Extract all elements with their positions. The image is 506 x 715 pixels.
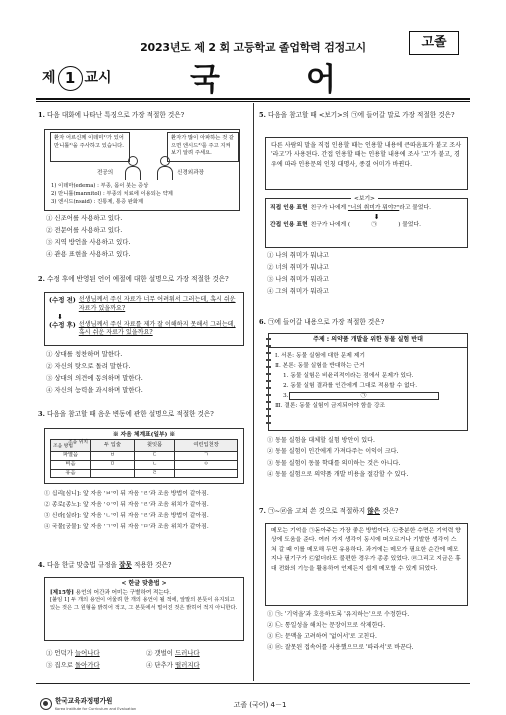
option-2[interactable]: ② 너의 취미가 뭐냐고	[267, 262, 329, 271]
corner-top-label: 조음 위치	[67, 440, 88, 446]
period-label	[42, 66, 112, 91]
rule-heading: [제15항]	[50, 589, 74, 596]
institute-name: 한국교육과정평가원	[55, 697, 113, 705]
question-1-options	[46, 213, 246, 260]
option-1[interactable]: ① 십리[심니]: 앞 자음 'ㅂ'이 뒤 자음 'ㄹ'과 조음 방법이 같아짐.	[44, 491, 209, 497]
table-cell: ㄹ	[134, 469, 174, 478]
question-7-stem	[259, 507, 469, 517]
option-3[interactable]: ③ 신라[실라]: 앞 자음 'ㄴ'이 뒤 자음 'ㄹ'과 조음 방법이 같아짐.	[44, 512, 209, 519]
question-3-stem	[38, 410, 250, 420]
corner-cell	[51, 440, 91, 452]
option-1[interactable]: ① ㉠: '기억을'과 호응하도록 '유지하는'으로 수정한다.	[267, 611, 410, 618]
row-label: 유음	[51, 469, 91, 478]
footer-rule	[36, 683, 470, 684]
question-6-stem	[259, 318, 469, 328]
option-1[interactable]: ① 나의 취미가 뭐냐고	[267, 251, 329, 259]
column-header: 윗잇몸	[134, 440, 174, 452]
option-4[interactable]: ④ 관용 표현을 사용하고 있다.	[46, 249, 131, 258]
option-2[interactable]: ② 갯벌이 드러나다	[146, 649, 200, 657]
outline-notebook	[268, 333, 468, 431]
indirect-quote-label: 간접 인용 표현	[270, 221, 308, 228]
question-emphasis: 않은	[367, 507, 381, 515]
row-label: 비음	[51, 461, 91, 470]
table-row	[51, 452, 238, 461]
institute-logo	[40, 697, 136, 712]
column-header: 두 입술	[91, 440, 135, 452]
question-7-options	[267, 609, 470, 653]
question-number: 1.	[38, 111, 45, 119]
consonant-table-box	[44, 428, 244, 484]
option-3[interactable]: ③ ㉢: 문맥을 고려하여 '없어서'로 고친다.	[267, 633, 377, 641]
option-2[interactable]: ② ㉡: 통일성을 해치는 문장이므로 삭제한다.	[267, 622, 386, 630]
option-2[interactable]: ② 전문어를 사용하고 있다.	[46, 225, 123, 234]
column-header: 여린입천장	[175, 440, 238, 452]
blank-marker: ㉠	[371, 221, 378, 228]
option-1[interactable]: ① 상대를 칭찬하며 말한다.	[46, 350, 123, 358]
question-number: 5.	[259, 111, 266, 119]
question-2-options	[46, 349, 246, 396]
option-3[interactable]: ③ 동물 실험이 동물 학대를 의미하는 것은 아니다.	[267, 459, 401, 467]
institute-name-en: Korea Institute for Curriculum and Evaluation	[55, 706, 137, 711]
question-text: 다음을 참고할 때 <보기>의 ㉠에 들어갈 말로 가장 적절한 것은?	[268, 111, 455, 119]
glossary-item: 2) 만니톨(mannitol) : 부종의 치료에 이용되는 약제	[51, 191, 173, 198]
speech-bubble-right: 환자가 많이 아파하는 것 같으면 엔시드³⁾를 주고 지켜보기 알려 주세요.	[167, 132, 239, 162]
question-text: ㉠~㉣을 고쳐 쓴 것으로 적절하지	[268, 507, 368, 515]
question-text: 다음 한글 맞춤법 규정을	[47, 561, 120, 569]
option-3[interactable]: ③ 나의 취미가 뭐라고	[267, 274, 329, 283]
option-2[interactable]: ② 자신의 탓으로 돌려 말한다.	[46, 361, 131, 370]
option-4[interactable]: ④ 단추가 떨러지다	[146, 660, 200, 669]
option-3[interactable]: ③ 집으로 돌아가다	[46, 660, 100, 669]
down-arrow-icon: ⬇	[373, 212, 380, 221]
question-5-options	[267, 250, 467, 297]
table-cell: ㄴ	[134, 461, 174, 470]
rule-heading-text: 용언의 어간과 어미는 구별하여 적는다.	[75, 589, 172, 596]
option-1[interactable]: ① 동물 실험을 대체할 실험 방안이 있다.	[267, 437, 375, 444]
option-1[interactable]: ① 신조어를 사용하고 있다.	[46, 214, 123, 222]
outline-line: 2. 동물 실험 결과를 인간에게 그대로 적용할 수 없다.	[283, 383, 418, 390]
period-suffix: 교시	[84, 70, 112, 87]
question-5-stem	[259, 111, 469, 121]
option-1[interactable]: ① 언덕가 늘어나다	[46, 649, 100, 657]
question-3-options	[44, 489, 250, 533]
table-title: ※ 자음 체계표(일부) ※	[112, 432, 176, 438]
question-number: 4.	[38, 561, 45, 569]
passage-box: 메모는 기억을 ㉠돋아주는 가장 좋은 방법이다. ㉡충분한 수면은 기억력 향상에 도움을 준다. 여러 가지 생각이 동시에 떠오르거나 기발한 생각이 스쳐 갈 때 이를 메모해 두면 유용하다. 과거에는 메모가 필요한 순간에 메모지나 필기구가 ㉢없더라도 불편한 경우가 종종 있었다. ㉣그리고 지금은 휴대 전화의 기능을 활용하여 언제든지 쉽게 메모할 수 있게 되었다.	[265, 523, 468, 606]
table-row	[51, 469, 238, 478]
period-number: 1	[58, 66, 83, 91]
page-number: 고졸 (국어) 4－1	[233, 701, 287, 709]
question-emphasis: 잘못	[119, 561, 132, 569]
outline-line: Ⅲ. 결론: 동물 실험이 금지되어야 함을 강조	[275, 403, 386, 410]
notebook-rings-icon	[266, 338, 271, 428]
passage-box: 다른 사람의 말을 직접 인용할 때는 인용할 내용에 큰따옴표가 붙고 조사 '라고'가 사용된다. 간접 인용할 때는 인용할 내용에 조사 '고'가 붙고, 경우에 따라 인용문의 인칭 대명사, 종결 어미가 바뀐다.	[265, 137, 468, 190]
bogi-box: <보기> 직접 인용 표현 친구가 나에게 "너의 취미가 뭐야?"라고 물었다. ⬇ 간접 인용 표현 친구가 나에게 ( ㉠ ) 물었다.	[265, 198, 468, 248]
question-text: 다음 대화에 나타난 특징으로 가장 적절한 것은?	[47, 111, 185, 119]
direct-quote-label: 직접 인용 표현	[270, 205, 308, 211]
question-text: ㉠에 들어갈 내용으로 가장 적절한 것은?	[268, 318, 385, 326]
question-6-options	[267, 435, 467, 480]
before-label: (수정 전)	[49, 296, 76, 304]
option-4[interactable]: ④ 동물 실험으로 의약품 개발 비용을 절감할 수 있다.	[267, 470, 409, 478]
outline-line: Ⅱ. 본론: 동물 실험을 반대하는 근거	[275, 362, 365, 369]
option-2[interactable]: ② 동물 실험이 인간에게 가져다주는 이익이 크다.	[267, 448, 399, 456]
rule-title: < 한글 맞춤법 >	[121, 580, 167, 587]
glossary	[51, 182, 237, 207]
rule-note: [붙임 1] 두 개의 용언이 어울려 한 개의 용언이 될 적에, 앞말의 본뜻이 유지되고 있는 것은 그 원형을 밝히어 적고, 그 본뜻에서 멀어진 것은 밝히어 적지 아니한다.	[50, 597, 238, 612]
speaker-label-left: 전공의	[97, 170, 114, 176]
column-divider	[253, 103, 254, 681]
table-cell: ㅂ	[91, 452, 135, 461]
consonant-table	[50, 439, 238, 478]
option-4[interactable]: ④ 자신의 능력을 과시하며 말한다.	[46, 385, 143, 394]
blank-box: ㉠	[289, 392, 439, 400]
exam-title: 2023년도 제 2 회 고등학교 졸업학력 검정고시	[140, 41, 366, 54]
outline-topic: 주제 : 의약품 개발을 위한 동물 실험 반대	[269, 334, 467, 348]
spelling-rule-box	[44, 577, 244, 641]
table-cell: ㄷ	[134, 452, 174, 461]
question-text: 적용한 것은?	[131, 561, 172, 569]
bogi-label: <보기>	[351, 195, 378, 203]
question-number: 6.	[259, 318, 266, 326]
question-text: 다음을 참고할 때 음운 변동에 관한 설명으로 적절한 것은?	[47, 410, 214, 418]
down-arrow-icon: ⬇	[57, 312, 63, 321]
outline-line: 3.	[283, 393, 289, 400]
glossary-item: 1) 이데마(edema) : 부종, 몸이 붓는 증상	[51, 183, 149, 189]
option-4[interactable]: ④ 그의 취미가 뭐라고	[267, 286, 329, 295]
question-2-stem	[38, 275, 250, 285]
header-rule	[36, 98, 470, 100]
kice-logo-icon	[40, 698, 52, 710]
revision-box	[44, 292, 244, 346]
subject-title: 국어	[190, 62, 422, 98]
after-label: (수정 후)	[49, 320, 76, 329]
option-4[interactable]: ④ 국물[궁물]: 앞 자음 'ㄱ'이 뒤 자음 'ㅁ'과 조음 위치가 같아짐.	[44, 523, 209, 530]
row-label: 파열음	[51, 452, 91, 461]
option-2[interactable]: ② 종로[종노]: 앞 자음 'ㅇ'이 뒤 자음 'ㄹ'과 조음 위치가 같아짐.	[44, 501, 209, 508]
level-badge: 고졸	[409, 31, 459, 55]
header-rule	[36, 101, 470, 102]
surgeon-figure-icon	[155, 156, 175, 180]
question-text: 수정 후에 반영된 언어 예절에 대한 설명으로 가장 적절한 것은?	[47, 275, 229, 283]
option-3[interactable]: ③ 상대의 의견에 동의하며 말한다.	[46, 373, 143, 382]
table-cell: ㄱ	[175, 452, 238, 461]
dialogue-box	[44, 129, 240, 211]
glossary-item: 3) 엔시드(nsaid) : 진통제, 통증 완화제	[51, 199, 144, 206]
period-prefix: 제	[42, 70, 56, 87]
question-1-stem	[38, 111, 248, 121]
outline-line: Ⅰ. 서론: 동물 실험에 대한 문제 제기	[275, 352, 365, 359]
option-3[interactable]: ③ 지역 방언을 사용하고 있다.	[46, 237, 131, 246]
table-cell: ㅁ	[91, 461, 135, 470]
table-cell	[91, 469, 135, 478]
question-4-stem	[38, 561, 250, 571]
table-row	[51, 461, 238, 470]
question-number: 3.	[38, 410, 45, 418]
after-text: 선생님께서 주신 자료를 제가 잘 이해하지 못해서 그러는데, 혹시 쉬운 자료가 있을까요?	[78, 320, 236, 337]
speaker-label-right: 신경외과장	[177, 170, 205, 176]
question-number: 7.	[259, 507, 266, 515]
table-cell	[175, 469, 238, 478]
question-number: 2.	[38, 275, 45, 283]
question-text: 것은?	[380, 507, 399, 515]
corner-bottom-label: 조음 방법	[53, 444, 74, 450]
speech-bubble-left: 환자 어르신께 이데미¹⁾가 있어 만니톨²⁾을 주사하고 있습니다.	[50, 132, 130, 162]
option-4[interactable]: ④ ㉣: 잘못된 접속어를 사용했으므로 '따라서'로 바꾼다.	[267, 644, 414, 652]
before-text: 선생님께서 주신 자료가 너무 어려워서 그러는데, 혹시 쉬운 자료가 있을까요?	[78, 296, 236, 312]
resident-figure-icon	[123, 156, 143, 180]
outline-line: 1. 동물 실험은 비윤리적이라는 점에서 문제가 있다.	[283, 372, 414, 379]
question-4-options	[46, 648, 246, 672]
table-cell: ㅇ	[175, 461, 238, 470]
